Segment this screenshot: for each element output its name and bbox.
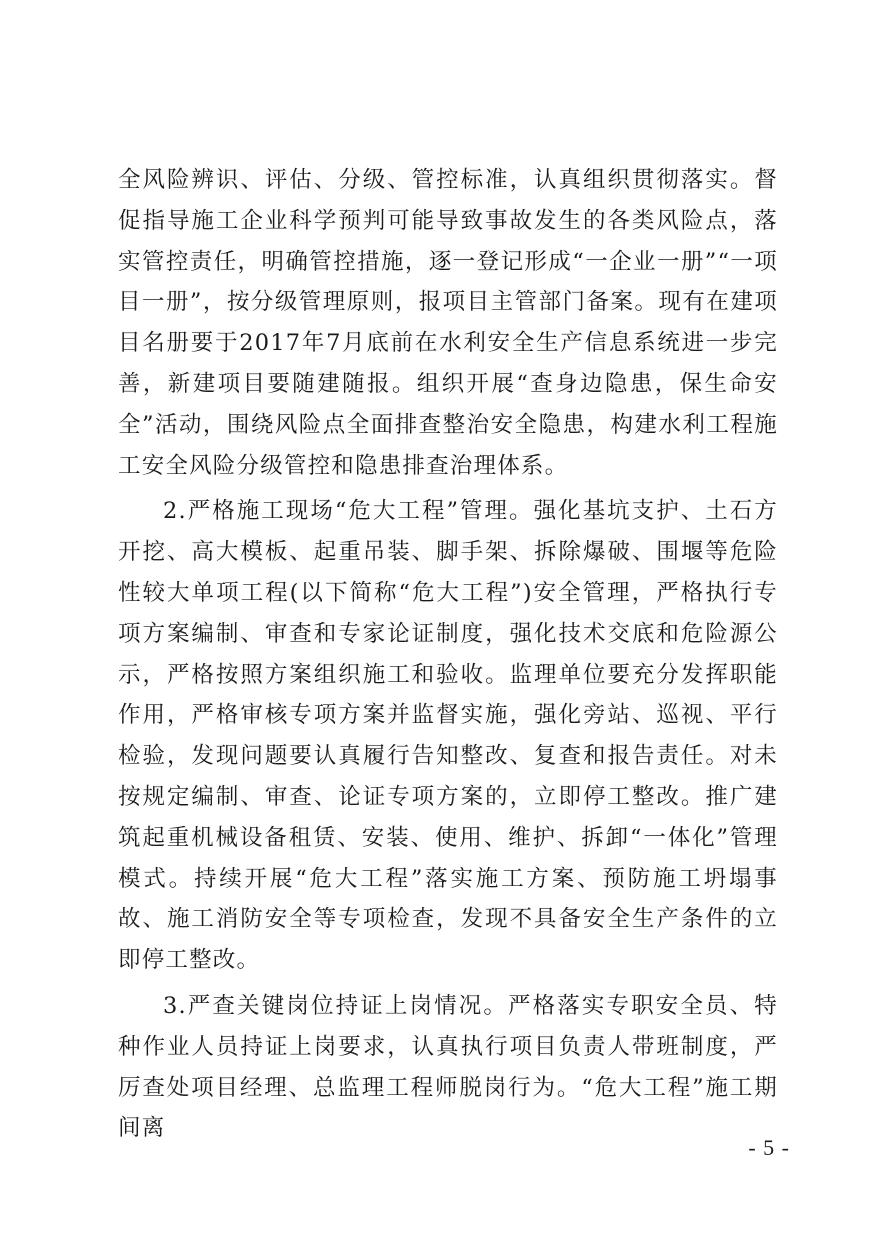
paragraph-item-2: 2.严格施工现场“危大工程”管理。强化基坑支护、土石方开挖、高大模板、起重吊装、脚手架、拆除爆破、围堰等危险性较大单项工程(以下简称“危大工程”)安全管理，严格执行专项方案编制、审查和专家论证制度，强化技术交底和危险源公示，严格按照方案组织施工和验收。监理单位要充分发挥职能作用，严格审核专项方案并监督实施，强化旁站、巡视、平行检验，发现问题要认真履行告知整改、复查和报告责任。对未按规定编制、审查、论证专项方案的，立即停工整改。推广建筑起重机械设备租赁、安装、使用、维护、拆卸“一体化”管理模式。持续开展“危大工程”落实施工方案、预防施工坍塌事故、施工消防安全等专项检查，发现不具备安全生产条件的立即停工整改。: [118, 498, 778, 974]
document-body: [118, 160, 778, 1149]
paragraph-item-3: 3.严查关键岗位持证上岗情况。严格落实专职安全员、特种作业人员持证上岗要求，认真执行项目负责人带班制度，严厉查处项目经理、总监理工程师脱岗行为。“危大工程”施工期间离: [118, 992, 778, 1142]
paragraph-continuation: 全风险辨识、评估、分级、管控标准，认真组织贯彻落实。督促指导施工企业科学预判可能导致事故发生的各类风险点，落实管控责任，明确管控措施，逐一登记形成“一企业一册”“一项目一册”，按分级管理原则，报项目主管部门备案。现有在建项目名册要于2017年7月底前在水利安全生产信息系统进一步完善，新建项目要随建随报。组织开展“查身边隐患，保生命安全”活动，围绕风险点全面排查整治安全隐患，构建水利工程施工安全风险分级管控和隐患排查治理体系。: [118, 167, 778, 479]
page-number: - 5 -: [748, 1135, 790, 1160]
